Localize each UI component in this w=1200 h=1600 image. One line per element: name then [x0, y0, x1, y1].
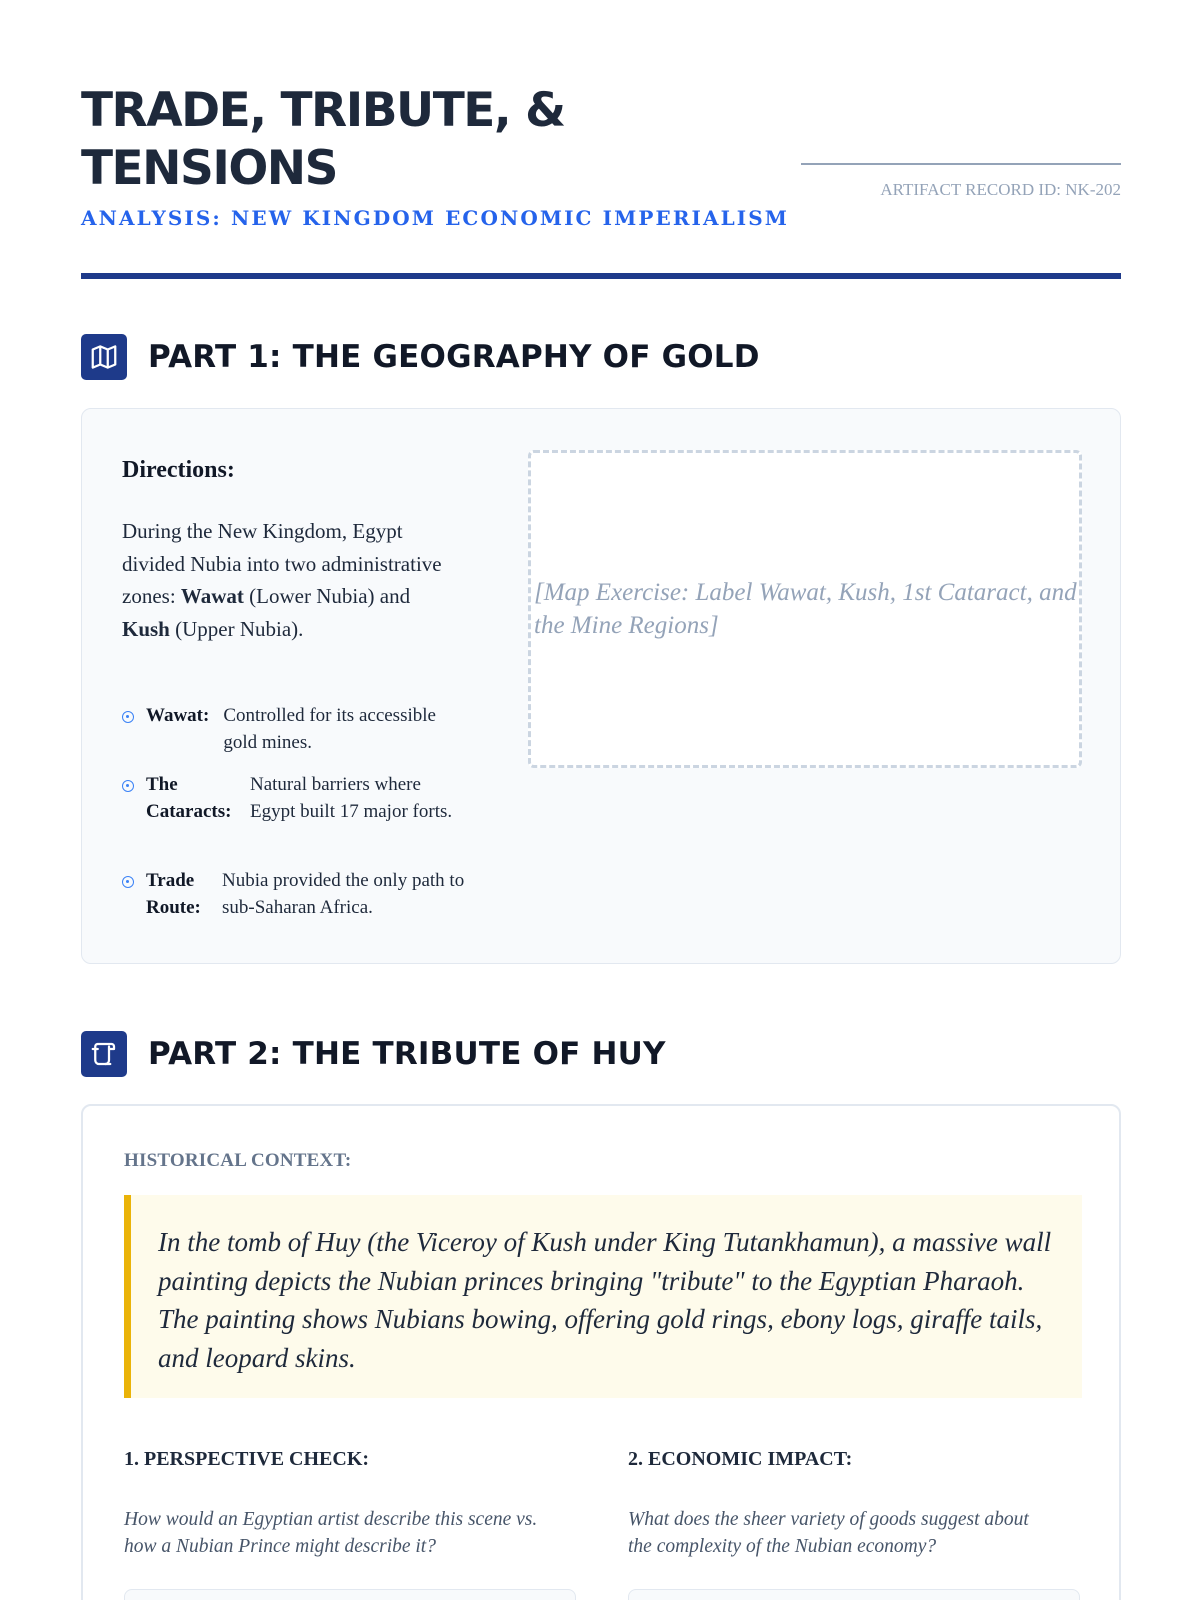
point-text: Controlled for its accessible gold mines.: [223, 705, 436, 753]
question-2-text: What does the sheer variety of goods suggest about the complexity of the Nubian economy?: [628, 1509, 1029, 1557]
artifact-record-id: ARTIFACT RECORD ID: NK-202: [880, 180, 1121, 199]
point-text: Nubia provided the only path to sub-Saharan Africa.: [222, 870, 465, 918]
question-1-answer-box[interactable]: [124, 1589, 576, 1600]
part2-heading: [81, 1031, 666, 1077]
document-subtitle: ANALYSIS: NEW KINGDOM ECONOMIC IMPERIALISM: [81, 206, 790, 230]
target-bullet-icon: [122, 711, 134, 723]
directions-text: During the New Kingdom, Egypt divided Nubia into two administrative zones: Wawat (Lower Nubia) and Kush (Upper Nubia).: [122, 519, 442, 641]
question-1-text: How would an Egyptian artist describe this scene vs. how a Nubian Prince might describe it?: [124, 1509, 538, 1557]
part1-card: [81, 408, 1121, 964]
part2-title: PART 2: THE TRIBUTE OF HUY: [148, 1036, 666, 1072]
part1-heading: [81, 334, 760, 380]
map-placeholder-text: [Map Exercise: Label Wawat, Kush, 1st Cataract, and the Mine Regions]: [534, 579, 1077, 639]
point-term: The Cataracts:: [146, 774, 232, 822]
header-divider: [81, 273, 1121, 279]
map-exercise-box[interactable]: [528, 450, 1082, 768]
question-1-label: 1. PERSPECTIVE CHECK:: [124, 1448, 370, 1470]
scroll-icon: [81, 1031, 127, 1077]
historical-quote: In the tomb of Huy (the Viceroy of Kush under King Tutankhamun), a massive wall painting depicts the Nubian princes bringing "tribute" to the Egyptian Pharaoh. The painting shows Nubians bowing, offering gold rings, ebony logs, giraffe tails, and leopard skins.: [124, 1195, 1082, 1398]
list-item: [122, 867, 472, 921]
point-term: Wawat:: [146, 705, 210, 726]
list-item: [122, 702, 465, 756]
title-line-2: TENSIONS: [81, 141, 337, 196]
map-icon: [81, 334, 127, 380]
point-term: Trade Route:: [146, 870, 201, 918]
target-bullet-icon: [122, 780, 134, 792]
question-2-label: 2. ECONOMIC IMPACT:: [628, 1448, 853, 1470]
point-text: Natural barriers where Egypt built 17 major forts.: [250, 774, 453, 822]
list-item: [122, 771, 460, 825]
directions-label: Directions:: [122, 457, 235, 483]
title-line-1: TRADE, TRIBUTE, &: [81, 83, 565, 138]
record-divider: [801, 163, 1121, 165]
part2-card: [81, 1104, 1121, 1600]
part1-title: PART 1: THE GEOGRAPHY OF GOLD: [148, 339, 760, 375]
document-title: [81, 82, 641, 198]
target-bullet-icon: [122, 876, 134, 888]
question-2-answer-box[interactable]: [628, 1589, 1080, 1600]
historical-context-label: HISTORICAL CONTEXT:: [124, 1150, 352, 1171]
